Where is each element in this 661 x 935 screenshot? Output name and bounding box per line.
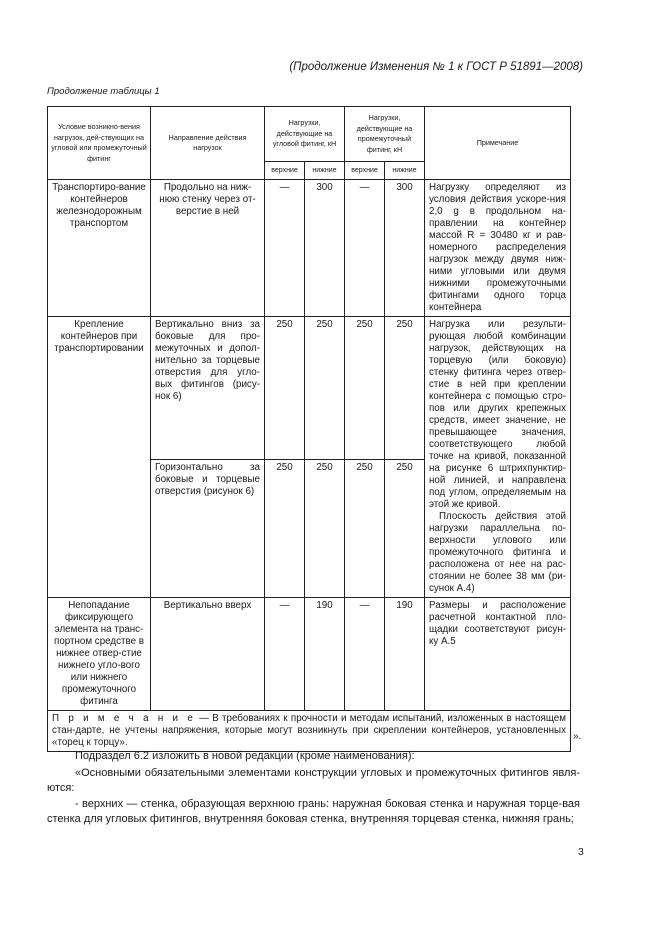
header-corner-lower: нижние [305,162,345,180]
row3-direction: Горизонтально за боковые и торцевые отверстия (рисунок 6) [151,459,265,597]
row2-corner-upper: 250 [265,317,305,460]
table-footnote [48,711,571,752]
row4-condition: Непопадание фиксирующего элемента на транс-портном средстве в нижнее отвер-стие нижнего угло-вого или нижнего промежуточного фитинга [48,598,151,711]
row1-intermediate-upper: — [345,180,385,317]
row1-intermediate-lower: 300 [385,180,425,317]
paragraph-1: Подраздел 6.2 изложить в новой редакции (кроме наименования): [75,750,415,762]
header-note: Примечание [425,107,571,180]
row2-note-para1: Нагрузка или результи-рующая любой комбинации нагрузок, действующих на торцевую (или боковую) стенку фитинга через отвер-стие в ней при креплении контейнера с помощью стро-пов или других крепежных средств, имеет значение, не превышающее значения, соответствующего любой точке на кривой, показанной на рисунке 6 штрихпунктир-ной линией, и направлена под углом, определяемым на этой же кривой. [429,319,566,510]
row1-corner-lower: 300 [305,180,345,317]
row1-corner-upper: — [265,180,305,317]
row1-direction: Продольно на ниж-нюю стенку через от-верстие в ней [151,180,265,317]
table-row [48,180,571,317]
paragraph-3: - верхних — стенка, образующая верхнюю грань: наружная боковая стенка и наружная торце-вая стенка для угловых фитингов, внутренняя боковая стенка, внутренняя торцевая стенка, нижняя грань; [47,798,580,825]
row2-intermediate-lower: 250 [385,317,425,460]
footnote-label: П р и м е ч а н и е [52,713,196,724]
row2-intermediate-upper: 250 [345,317,385,460]
row1-condition: Транспортиро-вание контейнеров железнодорожным транспортом [48,180,151,317]
row4-corner-lower: 190 [305,598,345,711]
header-intermediate-load: Нагрузки, действующие на промежуточный фитинг, кН [345,107,425,162]
row2-note-para2: Плоскость действия этой нагрузки параллельна по-верхности углового или промежуточного фитинга и расположена от нее на рас-стоянии не более 38 мм (ри-сунок А.4) [429,511,566,594]
loads-table [47,106,571,752]
document-header: (Продолжение Изменения № 1 к ГОСТ Р 51891—2008) [289,61,583,73]
row4-direction: Вертикально вверх [151,598,265,711]
row2-corner-lower: 250 [305,317,345,460]
header-corner-load: Нагрузки, действующие на угловой фитинг, кН [265,107,345,162]
end-quote: ». [573,731,582,742]
header-intermediate-lower: нижние [385,162,425,180]
row2-condition: Крепление контейнеров при транспортировании [48,317,151,598]
row4-intermediate-upper: — [345,598,385,711]
header-intermediate-upper: верхние [345,162,385,180]
row3-intermediate-lower: 250 [385,459,425,597]
row1-note: Нагрузку определяют из условия действия ускоре-ния 2,0 g в продольном на-правлении на контейнер массой R = 30480 кг и рав-номерного распределения нагрузок между двумя ниж-ними угловыми или двумя нижними промежуточными фитингами одного торца контейнера [425,180,571,317]
row4-note: Размеры и расположение расчетной контактной пло-щадки соответствуют рисун-ку А.5 [425,598,571,711]
row3-corner-lower: 250 [305,459,345,597]
row3-intermediate-upper: 250 [345,459,385,597]
paragraph-2: «Основными обязательными элементами конструкции угловых и промежуточных фитингов явля-ются: [47,767,580,794]
header-corner-upper: верхние [265,162,305,180]
row3-corner-upper: 250 [265,459,305,597]
table-row [48,711,571,752]
table-row [48,598,571,711]
table-caption: Продолжение таблицы 1 [47,86,160,97]
table-row [48,317,571,460]
footnote-text: — В требованиях к прочности и методам испытаний, изложенных в настоящем стан-дарте, не учтены напряжения, которые могут возникнуть при скреплении контейнеров, установленных «торец к торцу». [52,713,566,748]
header-direction: Направление действия нагрузок [151,107,265,180]
header-condition: Условие возникно-вения нагрузок, дей-ствующих на угловой или промежуточный фитинг [48,107,151,180]
row2-note [425,317,571,598]
row2-direction: Вертикально вниз за боковые для про-межуточных и допол-нительно за торцевые отверстия для угло-вых фитингов (рису-нок 6) [151,317,265,460]
row4-intermediate-lower: 190 [385,598,425,711]
page-number: 3 [578,846,584,858]
row4-corner-upper: — [265,598,305,711]
